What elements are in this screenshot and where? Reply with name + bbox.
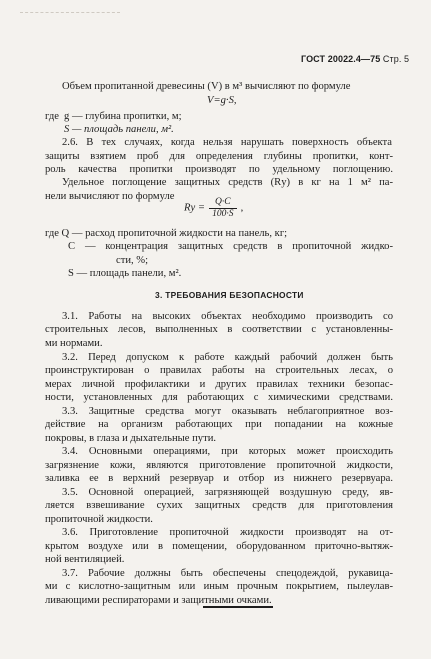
para-3-6-line-1: 3.6. Приготовление пропиточной жидкости производят на от- [62, 527, 393, 538]
para-3-2-line-1: 3.2. Перед допуском к работе каждый рабочий должен быть [62, 352, 393, 363]
para-3-3-line-2: действие на организм работающих при попадании на кожные [45, 419, 393, 430]
para-3-3-line-3: покровы, в глаза и дыхательные пути. [45, 433, 217, 444]
end-rule [203, 606, 273, 608]
para-3-3-line-1: 3.3. Защитные средства могут оказывать неблагоприятное воз- [62, 406, 393, 417]
para-3-1-line-1: 3.1. Работы на высоких объектах необходимо производить со [62, 311, 393, 322]
para-3-4-line-3: заливка ее в верхний резервуар и отбор из нижнего резервуара. [45, 473, 393, 484]
para-3-5-line-2: ляется взвешивание сухих защитных средств для приготовления [45, 500, 393, 511]
formula-volume-intro: Объем пропитанной древесины (V) в м³ вычисляют по формуле [62, 81, 351, 92]
c-definition-line-2: сти, %; [116, 255, 149, 266]
para-3-2-line-4: ности, установленных для работающих с химическими средствами. [45, 392, 393, 403]
ry-intro-line-2: нели вычисляют по формуле [45, 191, 175, 202]
para-3-4-line-2: загрязнение кожи, являются приготовление пропиточной жидкости, [45, 460, 393, 471]
where-label: где [45, 111, 59, 122]
section-title: 3. ТРЕБОВАНИЯ БЕЗОПАСНОСТИ [155, 290, 304, 300]
formula-ry-denominator: 100·S [212, 209, 234, 219]
page-number: Стр. 5 [382, 54, 410, 64]
standard-code: ГОСТ 20022.4—75 [301, 54, 381, 64]
para-3-7-line-2: ми с кислотно-защитным или иным прочным покрытием, пылеулав- [45, 581, 393, 592]
para-3-2-line-2: проинструктирован о правилах работы на строительных лесах, о [45, 365, 393, 376]
para-2-6-line-2: защиты взятием проб для определения глубины пропитки, конт- [45, 151, 393, 162]
ry-intro-line-1: Удельное поглощение защитных средств (Rу) в кг на 1 м² па- [62, 177, 393, 188]
para-3-7-line-3: ливающими респираторами и защитными очками. [45, 595, 272, 606]
s-definition: S — площадь панели, м². [68, 268, 182, 279]
para-3-1-line-2: строительных лесов, выполненных в соответствии с установленны- [45, 324, 393, 335]
formula-ry-numerator: Q·C [209, 197, 237, 209]
q-definition: где Q — расход пропиточной жидкости на панель, кг; [45, 228, 288, 239]
para-3-5-line-1: 3.5. Основной операцией, загрязняющей воздушную среду, яв- [62, 487, 393, 498]
formula-ry-lhs: Rу = [184, 202, 205, 214]
top-scan-artifact [20, 12, 120, 15]
para-2-6-line-1: 2.6. В тех случаях, когда нельзя нарушать поверхность объекта [62, 137, 392, 148]
c-definition-line-1: C — концентрация защитных средств в пропиточной жидко- [68, 241, 393, 252]
para-3-4-line-1: 3.4. Основными операциями, при которых может происходить [62, 446, 393, 457]
para-3-1-line-3: ми нормами. [45, 338, 103, 349]
para-3-6-line-2: крытом воздухе или в помещении, оборудованном приточно-вытяж- [45, 541, 393, 552]
formula-volume: V=g·S, [207, 95, 237, 106]
para-3-6-line-3: ной вентиляцией. [45, 554, 125, 565]
para-2-6-line-3: роль качества пропитки производят по удельному поглощению. [45, 164, 393, 175]
page-header [301, 54, 409, 64]
para-3-5-line-3: пропиточной жидкости. [45, 514, 153, 525]
formula-ry-fraction [209, 197, 237, 220]
g-definition: g — глубина пропитки, м; [64, 111, 182, 122]
para-3-7-line-1: 3.7. Рабочие должны быть обеспечены спецодеждой, рукавица- [62, 568, 393, 579]
s-definition-italic: S — площадь панели, м². [64, 124, 174, 135]
para-3-2-line-3: мерах личной профилактики и других правилах техники безопас- [45, 379, 393, 390]
formula-ry-comma: , [240, 202, 244, 214]
formula-ry [184, 197, 243, 220]
